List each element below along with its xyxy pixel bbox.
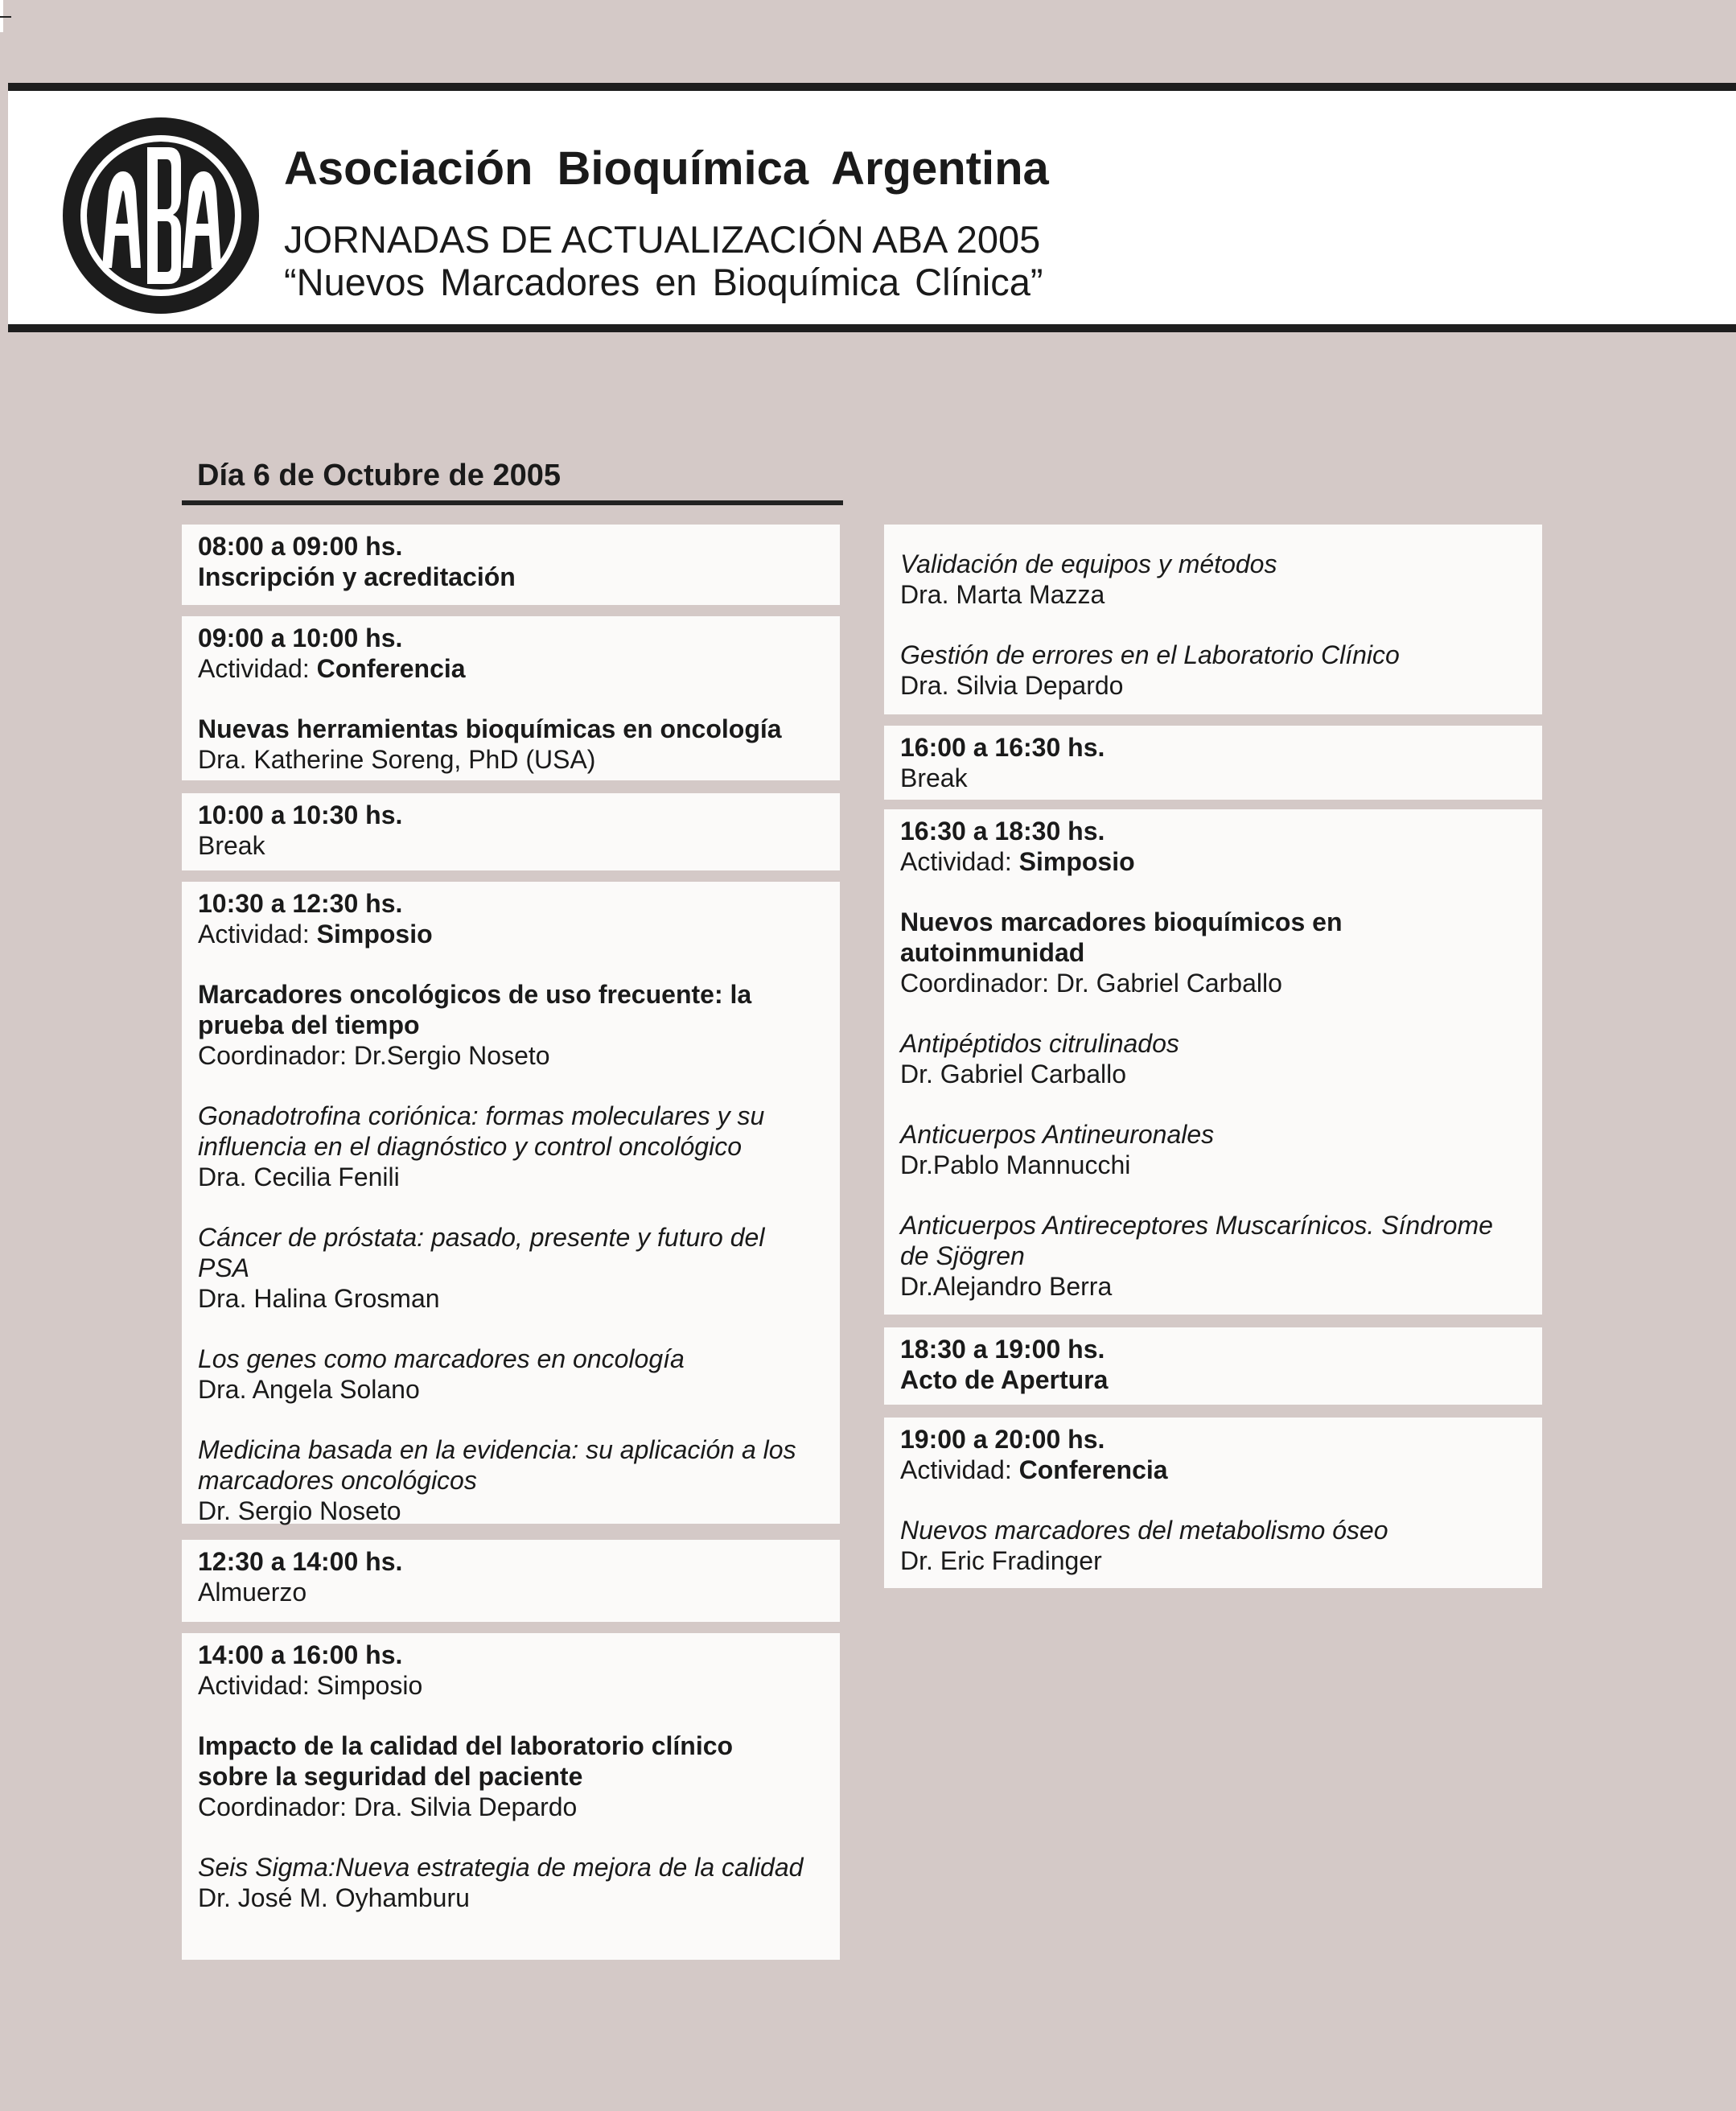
speaker: Dr. Sergio Noseto [198,1496,401,1525]
talk-title: Gestión de errores en el Laboratorio Clínico [900,640,1400,669]
coordinator: Coordinador: Dr. Gabriel Carballo [900,969,1282,998]
time-slot: 16:30 a 18:30 hs. [900,817,1105,846]
talk-title: Nuevos marcadores del metabolismo óseo [900,1516,1388,1545]
activity-label: Actividad: [900,847,1019,876]
speaker: Dr. José M. Oyhamburu [198,1883,470,1912]
talk-title: PSA [198,1253,250,1282]
time-slot: 19:00 a 20:00 hs. [900,1425,1105,1454]
session-title: prueba del tiempo [198,1010,420,1039]
session-title: Inscripción y acreditación [198,562,516,591]
schedule-block [182,882,840,1524]
event-subtitle: “Nuevos Marcadores en Bioquímica Clínica” [284,261,1043,303]
talk-title: influencia en el diagnóstico y control oncológico [198,1132,742,1161]
speaker: Dra. Katherine Soreng, PhD (USA) [198,745,596,774]
activity-line [198,919,825,949]
session-title: Almuerzo [198,1578,307,1607]
talk-title: marcadores oncológicos [198,1466,477,1495]
activity-label: Actividad: [198,654,317,683]
schedule-block [884,809,1542,1315]
session-title: sobre la seguridad del paciente [198,1762,583,1791]
session-title: Break [900,763,968,792]
schedule-block [884,1327,1542,1405]
session-title: Acto de Apertura [900,1365,1109,1394]
time-slot: 10:00 a 10:30 hs. [198,800,403,829]
talk-title: Cáncer de próstata: pasado, presente y futuro del [198,1223,765,1252]
talk-title: Seis Sigma:Nueva estrategia de mejora de la calidad [198,1853,804,1882]
session-title: Marcadores oncológicos de uso frecuente: la [198,980,752,1009]
speaker: Dr. Eric Fradinger [900,1546,1102,1575]
activity-line [198,653,825,684]
schedule-block [884,726,1542,800]
schedule-block [884,1418,1542,1588]
session-title: autoinmunidad [900,938,1085,967]
speaker: Dra. Angela Solano [198,1375,420,1404]
talk-title: Gonadotrofina coriónica: formas moleculares y su [198,1101,765,1130]
activity-type: Conferencia [1018,1455,1168,1484]
aba-logo-icon [60,115,261,316]
time-slot: 10:30 a 12:30 hs. [198,889,403,918]
time-slot: 18:30 a 19:00 hs. [900,1335,1105,1364]
time-slot: 09:00 a 10:00 hs. [198,623,403,652]
speaker: Dra. Cecilia Fenili [198,1162,400,1191]
session-title: Nuevos marcadores bioquímicos en [900,907,1343,936]
activity-type: Simposio [1018,847,1135,876]
speaker: Dra. Halina Grosman [198,1284,440,1313]
time-slot: 12:30 a 14:00 hs. [198,1547,403,1576]
day-title: Día 6 de Octubre de 2005 [197,459,561,492]
session-title: Nuevas herramientas bioquímicas en oncología [198,714,782,743]
activity-label: Actividad: [900,1455,1019,1484]
divider [182,500,843,505]
organization-name: Asociación Bioquímica Argentina [284,142,1049,195]
activity-type: Simposio [316,920,433,949]
schedule-block [884,525,1542,714]
schedule-block [182,616,840,780]
time-slot: 14:00 a 16:00 hs. [198,1640,403,1669]
speaker: Dra. Silvia Depardo [900,671,1124,700]
coordinator: Coordinador: Dra. Silvia Depardo [198,1792,578,1821]
activity-line: Actividad: Simposio [198,1671,423,1700]
speaker: Dr.Alejandro Berra [900,1272,1113,1301]
activity-label: Actividad: [198,920,317,949]
talk-title: Validación de equipos y métodos [900,549,1277,578]
session-title: Impacto de la calidad del laboratorio clínico [198,1731,734,1760]
talk-title: Los genes como marcadores en oncología [198,1344,685,1373]
schedule-block [182,1633,840,1960]
activity-line [900,846,1528,877]
schedule-block [182,525,840,605]
talk-title: de Sjögren [900,1241,1025,1270]
talk-title: Antipéptidos citrulinados [900,1029,1179,1058]
coordinator: Coordinador: Dr.Sergio Noseto [198,1041,550,1070]
activity-line [900,1455,1528,1485]
header-banner [8,83,1736,332]
activity-type: Conferencia [316,654,466,683]
talk-title: Anticuerpos Antineuronales [900,1120,1215,1149]
schedule-block [182,1540,840,1622]
session-title: Break [198,831,265,860]
talk-title: Medicina basada en la evidencia: su aplicación a los [198,1435,796,1464]
event-name: JORNADAS DE ACTUALIZACIÓN ABA 2005 [284,218,1041,261]
speaker: Dr.Pablo Mannucchi [900,1150,1131,1179]
corner-mark [0,0,3,32]
talk-title: Anticuerpos Antireceptores Muscarínicos. Síndrome [900,1211,1493,1240]
time-slot: 08:00 a 09:00 hs. [198,532,403,561]
speaker: Dra. Marta Mazza [900,580,1105,609]
schedule-block [182,793,840,870]
time-slot: 16:00 a 16:30 hs. [900,733,1105,762]
speaker: Dr. Gabriel Carballo [900,1060,1126,1088]
